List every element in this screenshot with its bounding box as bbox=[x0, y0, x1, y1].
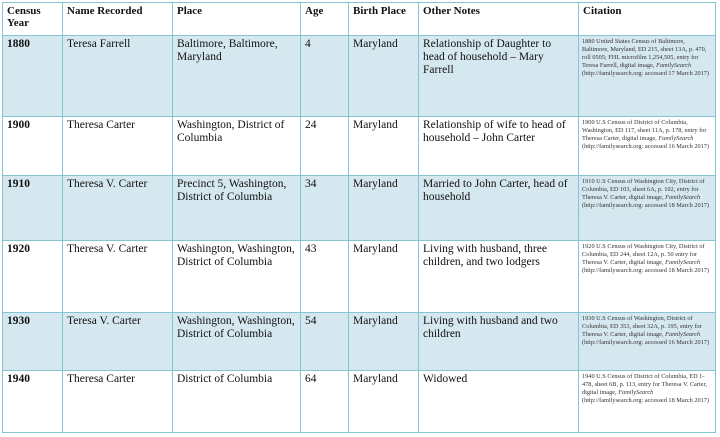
header-name-recorded: Name Recorded bbox=[63, 3, 173, 36]
birth-place-cell: Maryland bbox=[349, 36, 419, 117]
header-age: Age bbox=[301, 3, 349, 36]
citation-text: 1920 U.S Census of Washington City, District of Columbia, ED 244, sheet 12A, p. 50 entry for Theresa V. Carter, digital image, bbox=[582, 243, 705, 266]
citation-access: (http://familysearch.org: accessed 16 March 2017) bbox=[582, 339, 710, 346]
table-row bbox=[3, 241, 716, 313]
other-notes-cell: Relationship of Daughter to head of household – Mary Farrell bbox=[419, 36, 579, 117]
citation-site: FamilySearch bbox=[618, 389, 654, 396]
name-cell: Teresa Farrell bbox=[63, 36, 173, 117]
header-row bbox=[3, 3, 716, 36]
place-cell: Precinct 5, Washington, District of Columbia bbox=[173, 176, 301, 241]
name-cell: Teresa V. Carter bbox=[63, 313, 173, 371]
other-notes-cell: Living with husband, three children, and two lodgers bbox=[419, 241, 579, 313]
citation-access: (http://familysearch.org: accessed 18 March 2017) bbox=[582, 202, 710, 209]
citation-site: FamilySearch bbox=[665, 259, 701, 266]
name-cell: Theresa Carter bbox=[63, 117, 173, 176]
citation-text: 1900 U.S Census of District of Columbia, Washington, ED 117, sheet 11A, p. 178, entry for Theresa Carter, digital image, bbox=[582, 119, 707, 142]
table-row bbox=[3, 176, 716, 241]
name-cell: Theresa Carter bbox=[63, 371, 173, 433]
age-cell: 34 bbox=[301, 176, 349, 241]
citation-text: 1940 U.S Census of District of Columbia, ED 1-478, sheet 6B, p. 113, entry for Theresa V. Carter, digital image, bbox=[582, 373, 707, 396]
table-row bbox=[3, 313, 716, 371]
place-cell: Washington, District of Columbia bbox=[173, 117, 301, 176]
citation-text: 1880 United States Census of Baltimore, Baltimore, Maryland, ED 215, sheet 13A, p. 470, roll 0505; FHL microfilm 1,254,505, entry for Teresa Farrell, digital image, bbox=[582, 38, 707, 69]
census-year-cell: 1910 bbox=[3, 176, 63, 241]
citation-site: FamilySearch bbox=[658, 135, 694, 142]
citation-access: (http://familysearch.org: accessed 17 March 2017) bbox=[582, 70, 710, 77]
census-year-cell: 1880 bbox=[3, 36, 63, 117]
name-cell: Theresa V. Carter bbox=[63, 176, 173, 241]
citation-cell bbox=[579, 36, 716, 117]
header-other-notes: Other Notes bbox=[419, 3, 579, 36]
age-cell: 24 bbox=[301, 117, 349, 176]
header-place: Place bbox=[173, 3, 301, 36]
age-cell: 4 bbox=[301, 36, 349, 117]
citation-site: FamilySearch bbox=[665, 331, 701, 338]
citation-access: (http://familysearch.org: accessed 18 March 2017) bbox=[582, 397, 710, 404]
other-notes-cell: Relationship of wife to head of household – John Carter bbox=[419, 117, 579, 176]
table-row bbox=[3, 371, 716, 433]
citation-cell bbox=[579, 313, 716, 371]
birth-place-cell: Maryland bbox=[349, 371, 419, 433]
age-cell: 43 bbox=[301, 241, 349, 313]
citation-text: 1930 U.S Census of Washington, District of Columbia, ED 353, sheet 32A, p. 195, entry for Theresa V. Carter, digital image, bbox=[582, 315, 702, 338]
birth-place-cell: Maryland bbox=[349, 176, 419, 241]
birth-place-cell: Maryland bbox=[349, 241, 419, 313]
citation-access: (http://familysearch.org: accessed 16 March 2017) bbox=[582, 143, 710, 150]
census-table bbox=[2, 2, 716, 433]
place-cell: District of Columbia bbox=[173, 371, 301, 433]
place-cell: Washington, Washington, District of Columbia bbox=[173, 241, 301, 313]
other-notes-cell: Widowed bbox=[419, 371, 579, 433]
name-cell: Theresa V. Carter bbox=[63, 241, 173, 313]
table-row bbox=[3, 36, 716, 117]
citation-cell bbox=[579, 241, 716, 313]
other-notes-cell: Married to John Carter, head of household bbox=[419, 176, 579, 241]
census-year-cell: 1920 bbox=[3, 241, 63, 313]
citation-text: 1910 U.S Census of Washington City, District of Columbia, ED 103, sheet 6A, p. 102, entry for Theresa V. Carter, digital image, bbox=[582, 178, 705, 201]
age-cell: 64 bbox=[301, 371, 349, 433]
citation-cell bbox=[579, 176, 716, 241]
age-cell: 54 bbox=[301, 313, 349, 371]
citation-site: FamilySearch bbox=[665, 194, 701, 201]
citation-cell bbox=[579, 371, 716, 433]
census-year-cell: 1940 bbox=[3, 371, 63, 433]
citation-cell bbox=[579, 117, 716, 176]
birth-place-cell: Maryland bbox=[349, 117, 419, 176]
table-row bbox=[3, 117, 716, 176]
citation-site: FamilySearch bbox=[656, 62, 692, 69]
header-birth-place: Birth Place bbox=[349, 3, 419, 36]
header-census-year: Census Year bbox=[3, 3, 63, 36]
other-notes-cell: Living with husband and two children bbox=[419, 313, 579, 371]
place-cell: Baltimore, Baltimore, Maryland bbox=[173, 36, 301, 117]
birth-place-cell: Maryland bbox=[349, 313, 419, 371]
census-year-cell: 1930 bbox=[3, 313, 63, 371]
census-year-cell: 1900 bbox=[3, 117, 63, 176]
place-cell: Washington, Washington, District of Columbia bbox=[173, 313, 301, 371]
citation-access: (http://familysearch.org: accessed 18 March 2017) bbox=[582, 267, 710, 274]
header-citation: Citation bbox=[579, 3, 716, 36]
